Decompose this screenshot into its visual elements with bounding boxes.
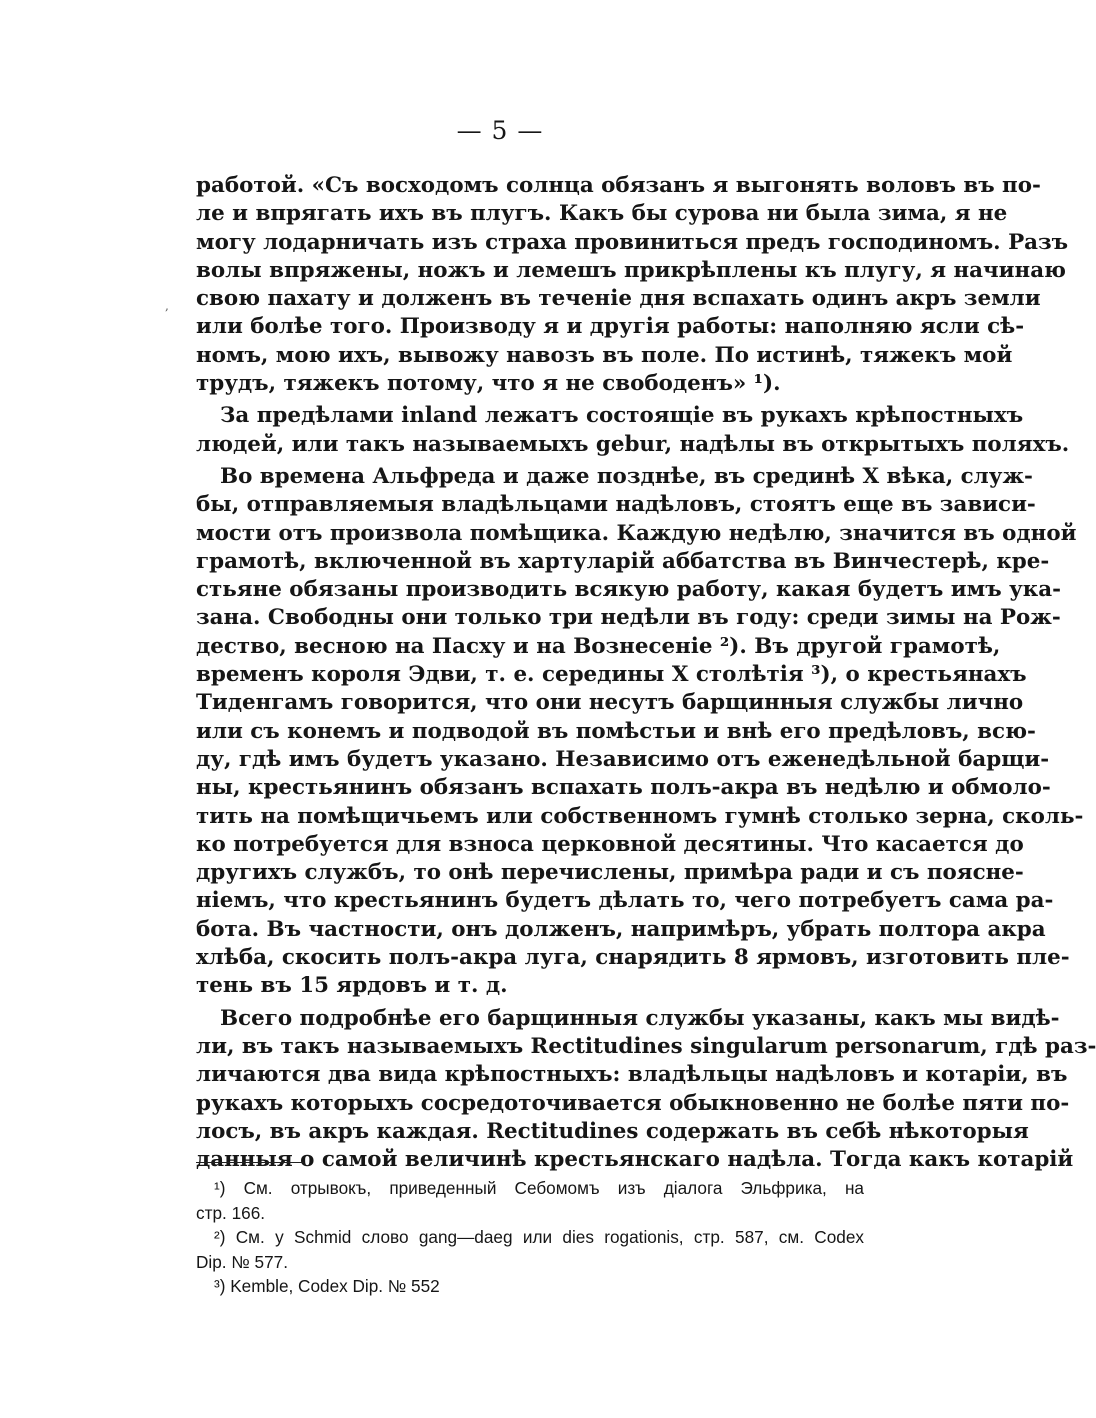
footnote [196,1176,864,1225]
footnote-line: Dip. № 577. [196,1251,289,1272]
footnote-line: ²) См. у Schmid слово gang—daeg или dies rogationis, стр. 587, см. Codex [214,1227,864,1248]
text-line: зана. Свободны они только три недѣли въ году: среди зимы на Рож- [196,605,1061,631]
text-line: хлѣба, скосить полъ-акра луга, снарядить 8 ярмовъ, изготовить пле- [196,945,1070,971]
paragraph [196,1005,1096,1175]
text-line: бота. Въ частности, онъ долженъ, напримѣръ, убрать полтора акра [196,916,1046,942]
text-line: свою пахату и долженъ въ теченіе дня вспахать одинъ акръ земли [196,286,1041,312]
paragraph [196,172,1069,398]
text-line: бы, отправляемыя владѣльцами надѣловъ, стоятъ еще въ зависи- [196,492,1036,518]
margin-mark: , [165,299,169,313]
text-line: волы впряжены, ножъ и лемешъ прикрѣплены къ плугу, я начинаю [196,257,1066,283]
footnote-line: ¹) См. отрывокъ, приведенный Себомомъ изъ діалога Эльфрика, на [214,1178,864,1198]
text-line: личаются два вида крѣпостныхъ: владѣльцы надѣловъ и котаріи, въ [196,1062,1068,1088]
footnotes [196,1176,864,1299]
text-line: номъ, мою ихъ, вывожу навозъ въ поле. По истинѣ, тяжекъ мой [196,342,1013,368]
text-line: или болѣе того. Производу я и другія работы: наполняю ясли сѣ- [196,314,1025,340]
footnote-line: стр. 166. [196,1202,266,1223]
text-line: грамотѣ, включенной въ хартуларій аббатства въ Винчестерѣ, кре- [196,548,1050,574]
footnote [196,1274,864,1299]
text-line: временъ короля Эдви, т. е. середины X столѣтія ³), о крестьянахъ [196,662,1027,688]
paragraph [196,463,1084,1001]
text-line: могу лодарничать изъ страха провиниться предъ господиномъ. Разъ [196,229,1069,255]
text-line: лосъ, въ акръ каждая. Rectitudines содержать въ себѣ нѣкоторыя [196,1118,1029,1144]
text-line: данныя о самой величинѣ крестьянскаго надѣла. Тогда какъ котарій [196,1147,1074,1173]
paragraph [196,402,1070,459]
text-line: ду, гдѣ имъ будетъ указано. Независимо отъ еженедѣльной барщи- [196,746,1050,772]
footnote [196,1225,864,1274]
footnote-line: ³) Kemble, Codex Dip. № 552 [214,1276,440,1297]
text-line: ко потребуется для взноса церковной десятины. Что касается до [196,831,1024,857]
text-line: стьяне обязаны производить всякую работу, какая будетъ имъ ука- [196,577,1061,603]
text-line: Во времена Альфреда и даже позднѣе, въ срединѣ X вѣка, служ- [220,463,1033,489]
body-text [196,172,1096,1174]
text-line: тень въ 15 ярдовъ и т. д. [196,973,508,999]
text-line: ли, въ такъ называемыхъ Rectitudines singularum personarum, гдѣ раз- [196,1033,1096,1059]
text-line: ле и впрягать ихъ въ плугъ. Какъ бы сурова ни была зима, я не [196,201,1008,227]
text-line: ны, крестьянинъ обязанъ вспахать полъ-акра въ недѣлю и обмоло- [196,775,1051,801]
footnote-rule [196,1162,304,1163]
text-line: или съ конемъ и подводой въ помѣстьи и внѣ его предѣловъ, всю- [196,718,1036,744]
text-line: другихъ службъ, то онѣ перечислены, примѣра ради и съ поясне- [196,860,1024,886]
page-number: — 5 — [456,116,544,145]
text-line: трудъ, тяжекъ потому, что я не свободенъ» ¹). [196,371,781,397]
text-line: людей, или такъ называемыхъ gebur, надѣлы въ открытыхъ поляхъ. [196,431,1070,457]
text-line: работой. «Съ восходомъ солнца обязанъ я выгонять воловъ въ по- [196,173,1041,198]
text-line: рукахъ которыхъ сосредоточивается обыкновенно не болѣе пяти по- [196,1090,1070,1116]
text-line: Всего подробнѣе его барщинныя службы указаны, какъ мы видѣ- [220,1005,1060,1031]
text-line: дество, весною на Пасху и на Вознесеніе ²). Въ другой грамотѣ, [196,633,1001,659]
text-line: тить на помѣщичьемъ или собственномъ гумнѣ столько зерна, сколь- [196,803,1084,829]
text-line: Тиденгамъ говорится, что они несутъ барщинныя службы лично [196,690,1024,716]
text-line: мости отъ произвола помѣщика. Каждую недѣлю, значится въ одной [196,520,1077,546]
text-line: За предѣлами inland лежатъ состоящіе въ рукахъ крѣпостныхъ [220,403,1024,429]
text-line: ніемъ, что крестьянинъ будетъ дѣлать то, чего потребуетъ сама ра- [196,888,1054,914]
